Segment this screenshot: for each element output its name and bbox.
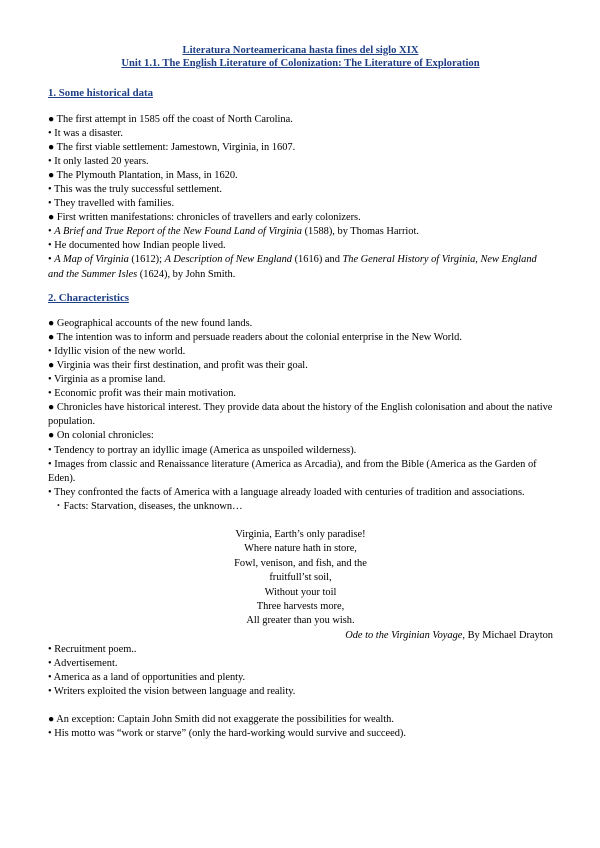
unit-title: Unit 1.1. The English Literature of Colonization: The Literature of Exploration <box>121 58 480 70</box>
section-heading-characteristics: 2. Characteristics <box>48 291 129 304</box>
book-title: A Map of Virginia <box>54 254 129 266</box>
poem-title: Ode to the Virginian Voyage <box>345 629 463 641</box>
list-item: ● Geographical accounts of the new found lands. <box>48 317 253 329</box>
list-item: ● First written manifestations: chronicles of travellers and early colonizers. <box>48 212 361 224</box>
poem-line: Where nature hath in store, <box>244 543 357 555</box>
list-item: • America as a land of opportunities and plenty. <box>48 672 246 684</box>
bullet: • <box>48 226 55 238</box>
list-item: • He documented how Indian people lived. <box>48 240 226 252</box>
poem-quote <box>48 528 553 629</box>
citation-text: (1588), by Thomas Harriot. <box>302 226 419 238</box>
poem-line: Virginia, Earth’s only paradise! <box>235 529 366 541</box>
list-item: • Idyllic vision of the new world. <box>48 345 186 357</box>
list-item: • This was the truly successful settlement. <box>48 183 222 195</box>
list-item: • Virginia as a promise land. <box>48 374 166 386</box>
section-heading-historical-data: 1. Some historical data <box>48 87 153 100</box>
citation-text: (1616) and <box>292 254 343 266</box>
list-item: • It only lasted 20 years. <box>48 155 149 167</box>
document-page <box>48 44 553 742</box>
list-item-smith <box>48 253 553 281</box>
list-item-harriot <box>48 225 553 239</box>
characteristics-list <box>48 317 553 514</box>
historical-data-list <box>48 113 553 282</box>
list-item: ● Chronicles have historical interest. They provide data about the history of the English colonisation and about the native population. <box>48 402 553 428</box>
list-item: • It was a disaster. <box>48 127 123 139</box>
book-title: The General History of Virginia, New England and the Summer Isles <box>48 254 537 280</box>
poem-author: , By Michael Drayton <box>462 629 553 641</box>
spacer <box>48 699 553 713</box>
list-item: ● The first attempt in 1585 off the coast of North Carolina. <box>48 113 293 125</box>
bullet: • <box>48 254 55 266</box>
citation-text: (1612); <box>128 254 165 266</box>
list-item: • Writers exploited the vision between language and reality. <box>48 686 296 698</box>
list-item: • Economic profit was their main motivation. <box>48 388 237 400</box>
book-title: A Brief and True Report of the New Found Land of Virginia <box>54 226 302 238</box>
list-item: • They travelled with families. <box>48 198 175 210</box>
poem-line: Without your toil <box>264 586 337 598</box>
list-item: • Advertisement. <box>48 658 118 670</box>
list-item: ● Virginia was their first destination, and profit was their goal. <box>48 360 308 371</box>
list-item: ● The intention was to inform and persuade readers about the colonial enterprise in the New World. <box>48 331 462 343</box>
list-item: ● On colonial chronicles: <box>48 430 154 442</box>
list-item: ・Facts: Starvation, diseases, the unknown… <box>48 500 243 512</box>
poem-source <box>48 629 553 643</box>
list-item: ● The first viable settlement: Jamestown, Virginia, in 1607. <box>48 141 296 153</box>
exception-list <box>48 713 553 741</box>
list-item: ● An exception: Captain John Smith did not exaggerate the possibilities for wealth. <box>48 714 394 726</box>
list-item: • Recruitment poem.. <box>48 643 137 655</box>
book-title: A Description of New England <box>164 254 292 266</box>
list-item: ● The Plymouth Plantation, in Mass, in 1620. <box>48 169 238 181</box>
citation-text: (1624), by John Smith. <box>137 268 236 280</box>
list-item: • Images from classic and Renaissance literature (America as Arcadia), and from the Bible (America as the Garden of Eden). <box>48 458 537 484</box>
poem-line: Three harvests more, <box>256 601 345 613</box>
poem-line: Fowl, venison, and fish, and the <box>234 557 367 569</box>
list-item: • His motto was “work or starve” (only the hard-working would survive and succeed). <box>48 728 406 740</box>
poem-line: All greater than you wish. <box>246 615 355 627</box>
poem-notes-list <box>48 643 553 699</box>
list-item: • Tendency to portray an idyllic image (America as unspoiled wilderness). <box>48 444 357 456</box>
poem-line: fruitfull’st soil, <box>269 572 332 584</box>
document-title: Literatura Norteamericana hasta fines del siglo XIX <box>182 45 419 56</box>
list-item: • They confronted the facts of America with a language already loaded with centuries of tradition and associations. <box>48 486 525 498</box>
